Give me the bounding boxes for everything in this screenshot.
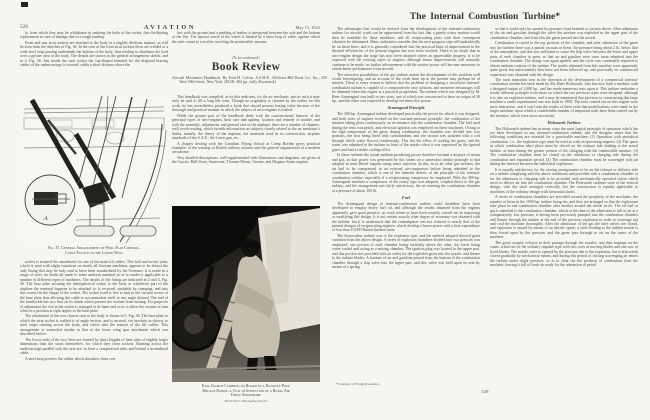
paragraph: socket is situated the attachment for one of the main lift cables. This ball and socket joint, which is used with slight variations on nearly all German machines, appears to be almost the only fitting that may be truly said to have been standardized by the Germans. It is made in a range of sizes, no doubt all made to some uniform standard so as to render it applicable to a number of different types of machines. The details of the fitting are indicated in 2 and 3, Fig. 36. The base plate securing the hemispherical socket to the body or whichever part of the airplane the terminal happens to be attached to, is recessed, probably by stamping, and into this recess fits the flange of the socket. The socket itself is free to turn in the circular recess of the base plate thus allowing the cable to accommodate itself to any angle desired. The end of the turnbuckle has two flats on its shank which prevent the strainer from turning. For purposes of adjustment the slot in the socket is enlarged at its inner end so as to allow the strainer to turn when in a position at right angles to the base plate. [20,260,168,313]
right-page-number: 529 [481,389,489,394]
paragraph: While the greater part of the handbook deals with the constructional features of the principal types of aero-engines, their care and upkeep, location and remedy of trouble, and with the assembly, adjustment, and general care of the airplane, there are a number of chapters, well worth reading, which furnish information on subjects closely related to the air mechanic's duties, namely, the theory of the airplane, the materials used in its construction, airplane standards of the S.A.E., the Lewis gun, etc. [172,113,320,141]
caption-line: Cable Pulleys in the Lower Wing [65,250,123,255]
paragraph: The most important step in the direction of the development of a commercial internal-combustion turbine has been made by Mr. Hans Holzwarth, who has now built a machine with a designed output of 1,000 hp., and has made numerous tests upon it. This turbine embodies a totally different principle from those on which the two previous types were designed, although it is also an explosion turbine, and it may be mentioned that previous to constructing this large machine a small experimental one was built in 1908. The tests carried out on this engine were most instructive, and it was from the results of these tests that modifications were made in the larger machine; upon which a considerable number of important trials have been carried out by the inventor, which were most successful. [490,77,638,118]
article-footnote: *Courtesy of Flying (London.) [336,382,380,386]
paragraph: ly, from which they may be withdrawn by undoing the bolts of the socket, thus facilitating replacement in case of damage due to a rough landing. [20,31,168,40]
paragraph: The Holzwarth turbine has in many ways the most logical principle of operation which has yet been developed in any internal-combustion turbine, and the designer states that the following conditions are essential for a practicable machine: (1) Operation with periodical combustion, i.e., the explosion type must be used as with reciprocating engines. (2) The space in which combustion takes place must be closed on the exhaust side leading to the actual turbine, at least during the greater portion of the charging with the combustible mixture. (3) The combustion chamber must be closed on the admission or charging side during the combustion and expansion period. (4) The combustion chamber must be scavenged with air during the interval between the individual explosions. [490,126,638,167]
caption-line: Fig. 37. General Arrangement of Wing Flap Control, [48,246,140,250]
paragraph: A series of combustion chambers are provided around the periphery of the machines, the number of these in the 1000-hp. turbine being ten, and they are arranged so that the explosions take place in one combustion chamber after another around the whole circle. The oil fuel or gas is admitted to the combustion chamber, which at the time of the admission is full of air at a comparatively low pressure, it having been previously pumped into the combustion chamber and flames through the turbine at the end of the previous explosion in order to scavenge out and cool the machine thoroughly. After the admission of the gas the inlet valves are closed, and explosion is caused by means of an electric spark; a valve leading to the turbine nozzle is then forced open by the pressure, and the gases pass through to act on the vanes of the machine. [490,195,638,240]
paragraph: In these turbines the actual medium producing power therefore became a mixture of steam and gas, so that power was generated by this steam on a somewhat similar principle to that adopted in semi-Diesel engines using water injection. In this, as in all other gas turbines, the air had to be compressed in an external air-compressor before being admitted to the combustion chamber, which is one of the inherent defects of the principle of the internal-combustion turbine, especially if a reciprocating compressor be employed. With the 300-hp. Armengaud machine a compressor of the rotary type was adopted, coupled direct to the gas turbine, and the arrangement was fairly satisfactory, the air entering the combustion chamber at a pressure of about 100 lb. [332,153,480,193]
section-heading: Holzwarth Turbine [547,119,581,125]
fig-inset-label: A [44,216,48,222]
article-col2-text [490,27,638,385]
photo-caption [168,384,324,398]
book-review-citation: Aircraft Mechanics Handbook. By Fred H. Colvin, A.S.M.E., McGraw-Hill Book Co., Inc., 239 West 39th Street, New York. ($3.00. 402 pp., fully illustrated.) [172,76,327,85]
fig-37-undercarriage-drawing [20,96,168,244]
paragraph: The attractive possibilities of the gas turbine makes the development of this problem well worth investigating, and an account of the work done up to the present may perhaps be of interest. There is every reason to believe that the problem of designing a successful internal-combustion turbine is capable of a comparatively easy solution, and immense advantages will be obtained when this engine is a practical proposition. The turbine which was designed by M. Rene Armengaud was built in two sizes, one of which was constructed to have an output of 30 hp., and the other was expected to develop ten times this power. [332,72,480,104]
paragraph: Front and rear strut sockets are attached to the body in a slightly different manner, as will be seen from the sketches of Fig. 36. In the case of the front strut sockets these are welded to a wide steel strip passing underneath the bottom of the body, thus tending to distribute the load over a greater area of the body. The details are shown in the general arrangement sketch, and in 4, Fig. 36. Just inside the strut socket the cup-shaped terminal for the diagonal bracing cables of the undercarriage is secured, while a short distance above the [20,40,168,68]
article-col1-text [332,27,480,379]
paragraph: A chapter dealing with the Canadian Flying School at Camp Borden gives practical examples of the training of British military aviators and the general organization of a modern aerodrome. [172,141,320,155]
left-col1-lower-text [20,260,168,416]
caption-line: King George Climbing on Board of a Handley-Page [201,384,291,388]
book-review-text [172,95,320,205]
paragraph: The advantages that would be derived from the development of the internal-combustion turbine for aircraft work can be appreciated from the fact that a purely rotary motion would then be available for these machines, and all reciprocating parts with their consequent vibration be eliminated. Many authorities consider that the next progress step will undoubtedly be on these lines, and it is generally considered that the practical limit of improvement in the thermal efficiencies of the present engines has now been reached. There is no doubt that in aero-engine design the stage has now been attained where an appreciable progress is to be expected with the existing types of engines, although minor improvements will naturally continue to be made, no further advancement with the motive power will become necessary to obtain better performance from aircraft. [332,27,480,72]
fig-37-drawing-svg [20,96,168,244]
paragraph: This handbook was compiled, as its title indicates, for the air mechanic, and as such it may truly be said to fill a long felt want. Though no originality is claimed by the author for this work, he has nevertheless produced a book that should possess lasting value because of the thorough and practical manner in which the subject of aero-engines is treated. [172,95,320,113]
article-title: The Internal Combustion Turbine* [409,11,561,22]
journal-running-head: AVIATION [143,24,197,31]
paragraph: A steel strip protects the rubber shock absorbers from con- [25,356,117,361]
paragraph: Combustion occurred in the top portions of the chamber, and after admission of the gases into the turbine there was a partial vacuum in these, the pressure being about 2 lb. below that of the atmosphere, and this was sufficient to cause the flap valve between the lower and upper parts of each chamber to open, so that air and gasoline were once more admitted into the combustion chamber. The charge was again ignited, and the cycle was continually repeated to obtain uniform rotation of the turbine. The results obtained from this machine were apparently quite good, but unfortunately they have not been followed up, and practically no commercial experience was obtained with the design. [490,41,638,77]
section-heading: Armengaud Principle [387,105,425,111]
paragraph: tact with the ground and a padding of leather is interposed between the axle and the bottom of the Vee. The upward travel of the wheel is limited by a short loop of cable, against which the axle comes to rest after traveling the permissible amount. [172,31,320,44]
paragraph: The Karavodine turbine was of the explosion type, and the method adopted showed great variation from the above design. A series of explosion chambers divided into two portions was employed, one portion of each chamber being vertically above the other, the lower being water-cooled and acting as a mixing chamber. The ignition plug was located in the upper part, and this portion was provided with an outlet for the exploded gases into the nozzle, and thence to the turbine blades. A mixture of air and gasoline passed from the bottom of the combustion chamber through a flap valve into the upper part, and this valve was held upon its seat by means of a spring, [332,233,480,270]
paragraph: The 300-hp. Armengaud turbine developed practically the power for which it was designed, and both sizes of engines worked on the constant-pressure principle, the combustion of the mixture taking place continuously on its entrance into the combustion chamber. The fuel used during the tests was petrol, and electrical ignition was employed on these machines. Owing to the high temperature of the gases during combustion, the chamber was divided into two portions, the first being lined with carborundum, and the second was jacketed with a coil through which water flowed continuously. This has the effect of cooling the gases, and the water was admitted to the turbine in front of the nozzle when it was vaporized by the ignited gases and had a further cooling effect. [332,112,480,152]
figure-caption [14,246,174,255]
paragraph: Very detailed descriptions, well supplemented with illustrations and diagrams, are given of the Curtiss, Hall-Scott, Sturtevant, Thomas-Morse, Gnome, and Hispano-Suiza engines. [172,155,320,165]
paragraph: The Armengaud design of internal-combustion turbine could doubtless have been developed to employ heavy fuel oil, and although the results obtained from the engines apparently gave great promise, no work seems to have been recently carried out in improving or modifying this design. It is not certain exactly what degree of economy was obtained with the turbine, but it is understood that the consumption was not reduced to nearly that of the present designs of reciprocating engines, which develop a horse-power with a heat expenditure of less than 10,000 British thermal units. [332,201,480,233]
king-george-photo [172,206,320,382]
issue-date: May 15, 1922 [295,25,320,30]
paragraph: It is equally satisfactory for the closing arrangements to be on the exhaust or delivery side on a turbine complying with the above conditions and provided with a combustion chamber or for the admission or charging side to be provided with mechanically operated valves which serve to deliver air into the combustion chamber. The Holzwarth turbines were of the vertical design, with the shaft arranged vertically, but the construction is equally applicable to machines of the ordinary design with horizontal shafts. [490,167,638,194]
paragraph: The lower ends of the two Vees are formed by short lengths of bent tube of slightly larger dimensions than the struts themselves, for which they form sockets. Running across the undercarriage parallel with the axle are: in front a compression tube, and behind a streamlined cable. [20,337,168,356]
paragraph: The attachment of the rear chassis strut to the body is shown in 5, Fig. 36. The base plate to which the strut socket is welded is of angle section, and is secured, via brackets as shown, to steel strips running across the body, and which take the tension of the lift cables. This arrangement is somewhat similar to that of the lower wing spar attachment which was described before. [20,314,168,337]
paragraph: The gases acquire velocity in their passage through the nozzles, and then impinge on the vanes, which are of the ordinary impulse type with two rows of moving blades and one row of fixed blades. The nozzle valve is opened by the pressure due to the explosion, but is afterwards closed gradually by mechanical means, and during this period of closing scavenging air enters the turbine under slight pressure, so as to clear out the products of combustion from the machine, leaving it full of fresh air ready for the admission of petrol. [490,240,638,268]
left-page-number: 528 [20,24,28,30]
photo-credit: Photo Press Illustrating Service [224,398,268,403]
scan-ink-mark [21,2,28,7]
to-be-continued-note: (To be continued.) [232,56,260,60]
book-review-heading: Book Review [211,61,281,73]
paragraph: so that it could only be opened by pressure from beneath or suction above. After admission of the air and gasoline through the valve the mixture was exploded in the upper part of the combustion chamber, and from this the gases passed into the nozzle. [490,27,638,40]
king-george-photo-svg [172,206,320,382]
left-col2-top-text [172,31,320,56]
section-heading: Fuel [401,194,411,200]
left-col1-top-text [20,31,168,95]
caption-line: Biplane During a Visit of Inspection of a Royal Air [202,388,290,393]
caption-line: Force Aerodrome [230,393,262,397]
